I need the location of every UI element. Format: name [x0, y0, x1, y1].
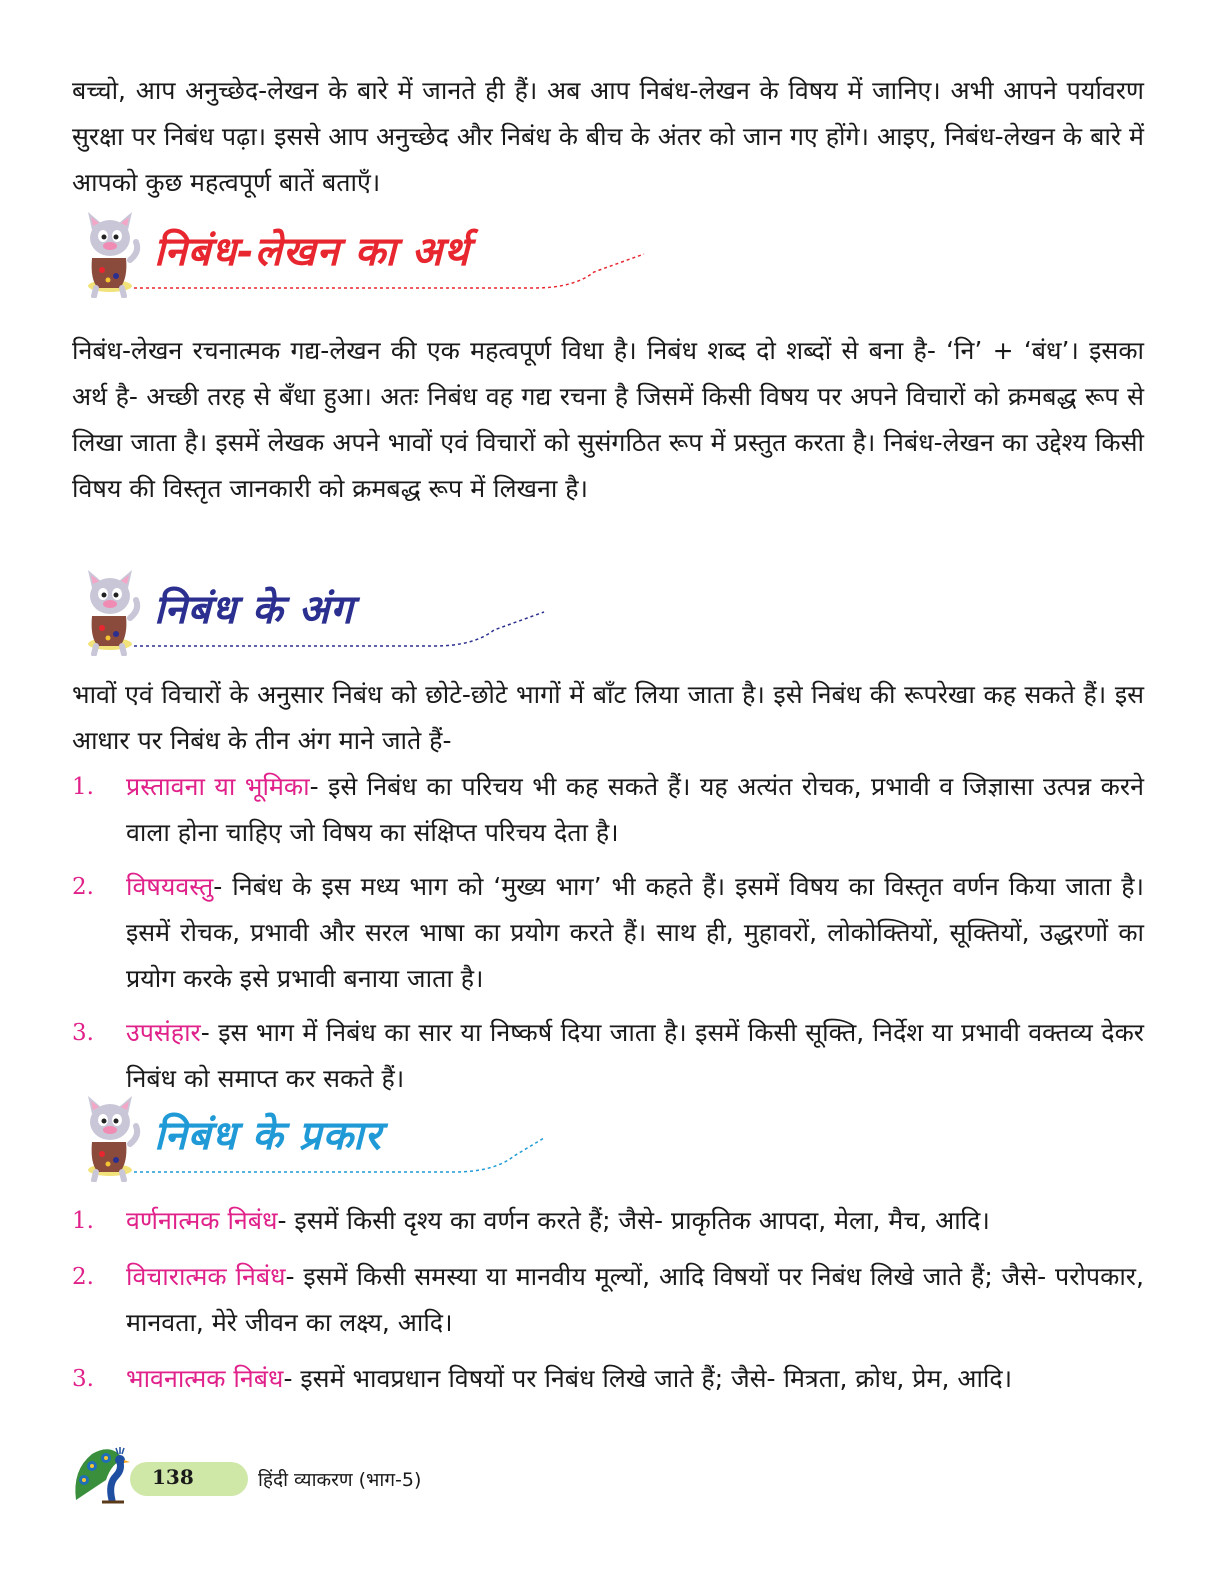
list-item-term: भावनात्मक निबंध	[126, 1364, 284, 1393]
list-item-number: 2.	[72, 874, 94, 900]
list-item-description: - इसमें भावप्रधान विषयों पर निबंध लिखे जाते हैं; जैसे- मित्रता, क्रोध, प्रेम, आदि।	[283, 1364, 1013, 1393]
heading-parts	[74, 566, 634, 656]
list-item	[72, 1010, 1144, 1102]
heading-types-underline	[134, 1136, 654, 1176]
list-item	[72, 1356, 1144, 1402]
list-item-number: 2.	[72, 1264, 94, 1290]
meaning-paragraph: निबंध-लेखन रचनात्मक गद्य-लेखन की एक महत्वपूर्ण विधा है। निबंध शब्द दो शब्दों से बना है- ‘नि’ + ‘बंध’। इसका अर्थ है- अच्छी तरह से बँधा हुआ। अतः निबंध वह गद्य रचना है जिसमें किसी विषय पर अपने विचारों को क्रमबद्ध रूप से लिखा जाता है। इसमें लेखक अपने भावों एवं विचारों को सुसंगठित रूप में प्रस्तुत करता है। निबंध-लेखन का उद्देश्य किसी विषय की विस्तृत जानकारी को क्रमबद्ध रूप में लिखना है।	[72, 336, 1144, 503]
types-list	[72, 1198, 1144, 1402]
heading-parts-text: निबंध के अंग	[154, 587, 354, 633]
list-item	[72, 1198, 1144, 1244]
list-item-description: - निबंध के इस मध्य भाग को ‘मुख्य भाग’ भी कहते हैं। इसमें विषय का विस्तृत वर्णन किया जाता है। इसमें रोचक, प्रभावी और सरल भाषा का प्रयोग करते हैं। साथ ही, मुहावरों, लोकोक्तियों, सूक्तियों, उद्धरणों का प्रयोग करके इसे प्रभावी बनाया जाता है।	[126, 872, 1144, 993]
list-item-description: - इसमें किसी दृश्य का वर्णन करते हैं; जैसे- प्राकृतिक आपदा, मेला, मैच, आदि।	[277, 1206, 990, 1235]
list-item-description: - इसमें किसी समस्या या मानवीय मूल्यों, आदि विषयों पर निबंध लिखे जाते हैं; जैसे- परोपकार, मानवता, मेरे जीवन का लक्ष्य, आदि।	[126, 1262, 1144, 1337]
peacock-icon	[72, 1440, 134, 1508]
heading-meaning	[74, 208, 634, 298]
page-footer	[72, 1432, 472, 1512]
list-item-term: विचारात्मक निबंध	[126, 1262, 286, 1291]
list-item-term: प्रस्तावना या भूमिका	[126, 772, 310, 801]
heading-meaning-text: निबंध-लेखन का अर्थ	[154, 229, 470, 275]
intro-paragraph: बच्चो, आप अनुच्छेद-लेखन के बारे में जानते ही हैं। अब आप निबंध-लेखन के विषय में जानिए। अभी आपने पर्यावरण सुरक्षा पर निबंध पढ़ा। इससे आप अनुच्छेद और निबंध के बीच के अंतर को जान गए होंगे। आइए, निबंध-लेखन के बारे में आपको कुछ महत्वपूर्ण बातें बताएँ।	[72, 76, 1144, 197]
parts-intro-paragraph: भावों एवं विचारों के अनुसार निबंध को छोटे-छोटे भागों में बाँट लिया जाता है। इसे निबंध की रूपरेखा कह सकते हैं। इस आधार पर निबंध के तीन अंग माने जाते हैं-	[72, 680, 1144, 755]
heading-types	[74, 1092, 634, 1182]
list-item-term: वर्णनात्मक निबंध	[126, 1206, 278, 1235]
heading-parts-underline	[134, 610, 654, 650]
list-item-number: 3.	[72, 1366, 94, 1392]
list-item-term: विषयवस्तु	[126, 872, 214, 901]
list-item	[72, 864, 1144, 1002]
list-item-term: उपसंहार	[126, 1018, 201, 1047]
page-number: 138	[152, 1465, 194, 1489]
heading-types-text: निबंध के प्रकार	[154, 1113, 382, 1159]
list-item	[72, 764, 1144, 856]
parts-list	[72, 764, 1144, 1102]
list-item-description: - इसे निबंध का परिचय भी कह सकते हैं। यह अत्यंत रोचक, प्रभावी व जिज्ञासा उत्पन्न करने वाला होना चाहिए जो विषय का संक्षिप्त परिचय देता है।	[126, 772, 1144, 847]
list-item-number: 1.	[72, 1208, 94, 1234]
list-item-number: 1.	[72, 774, 94, 800]
list-item	[72, 1254, 1144, 1346]
list-item-number: 3.	[72, 1020, 94, 1046]
book-title: हिंदी व्याकरण (भाग-5)	[258, 1469, 422, 1491]
heading-meaning-underline	[134, 252, 654, 292]
list-item-description: - इस भाग में निबंध का सार या निष्कर्ष दिया जाता है। इसमें किसी सूक्ति, निर्देश या प्रभावी वक्तव्य देकर निबंध को समाप्त कर सकते हैं।	[126, 1018, 1144, 1093]
